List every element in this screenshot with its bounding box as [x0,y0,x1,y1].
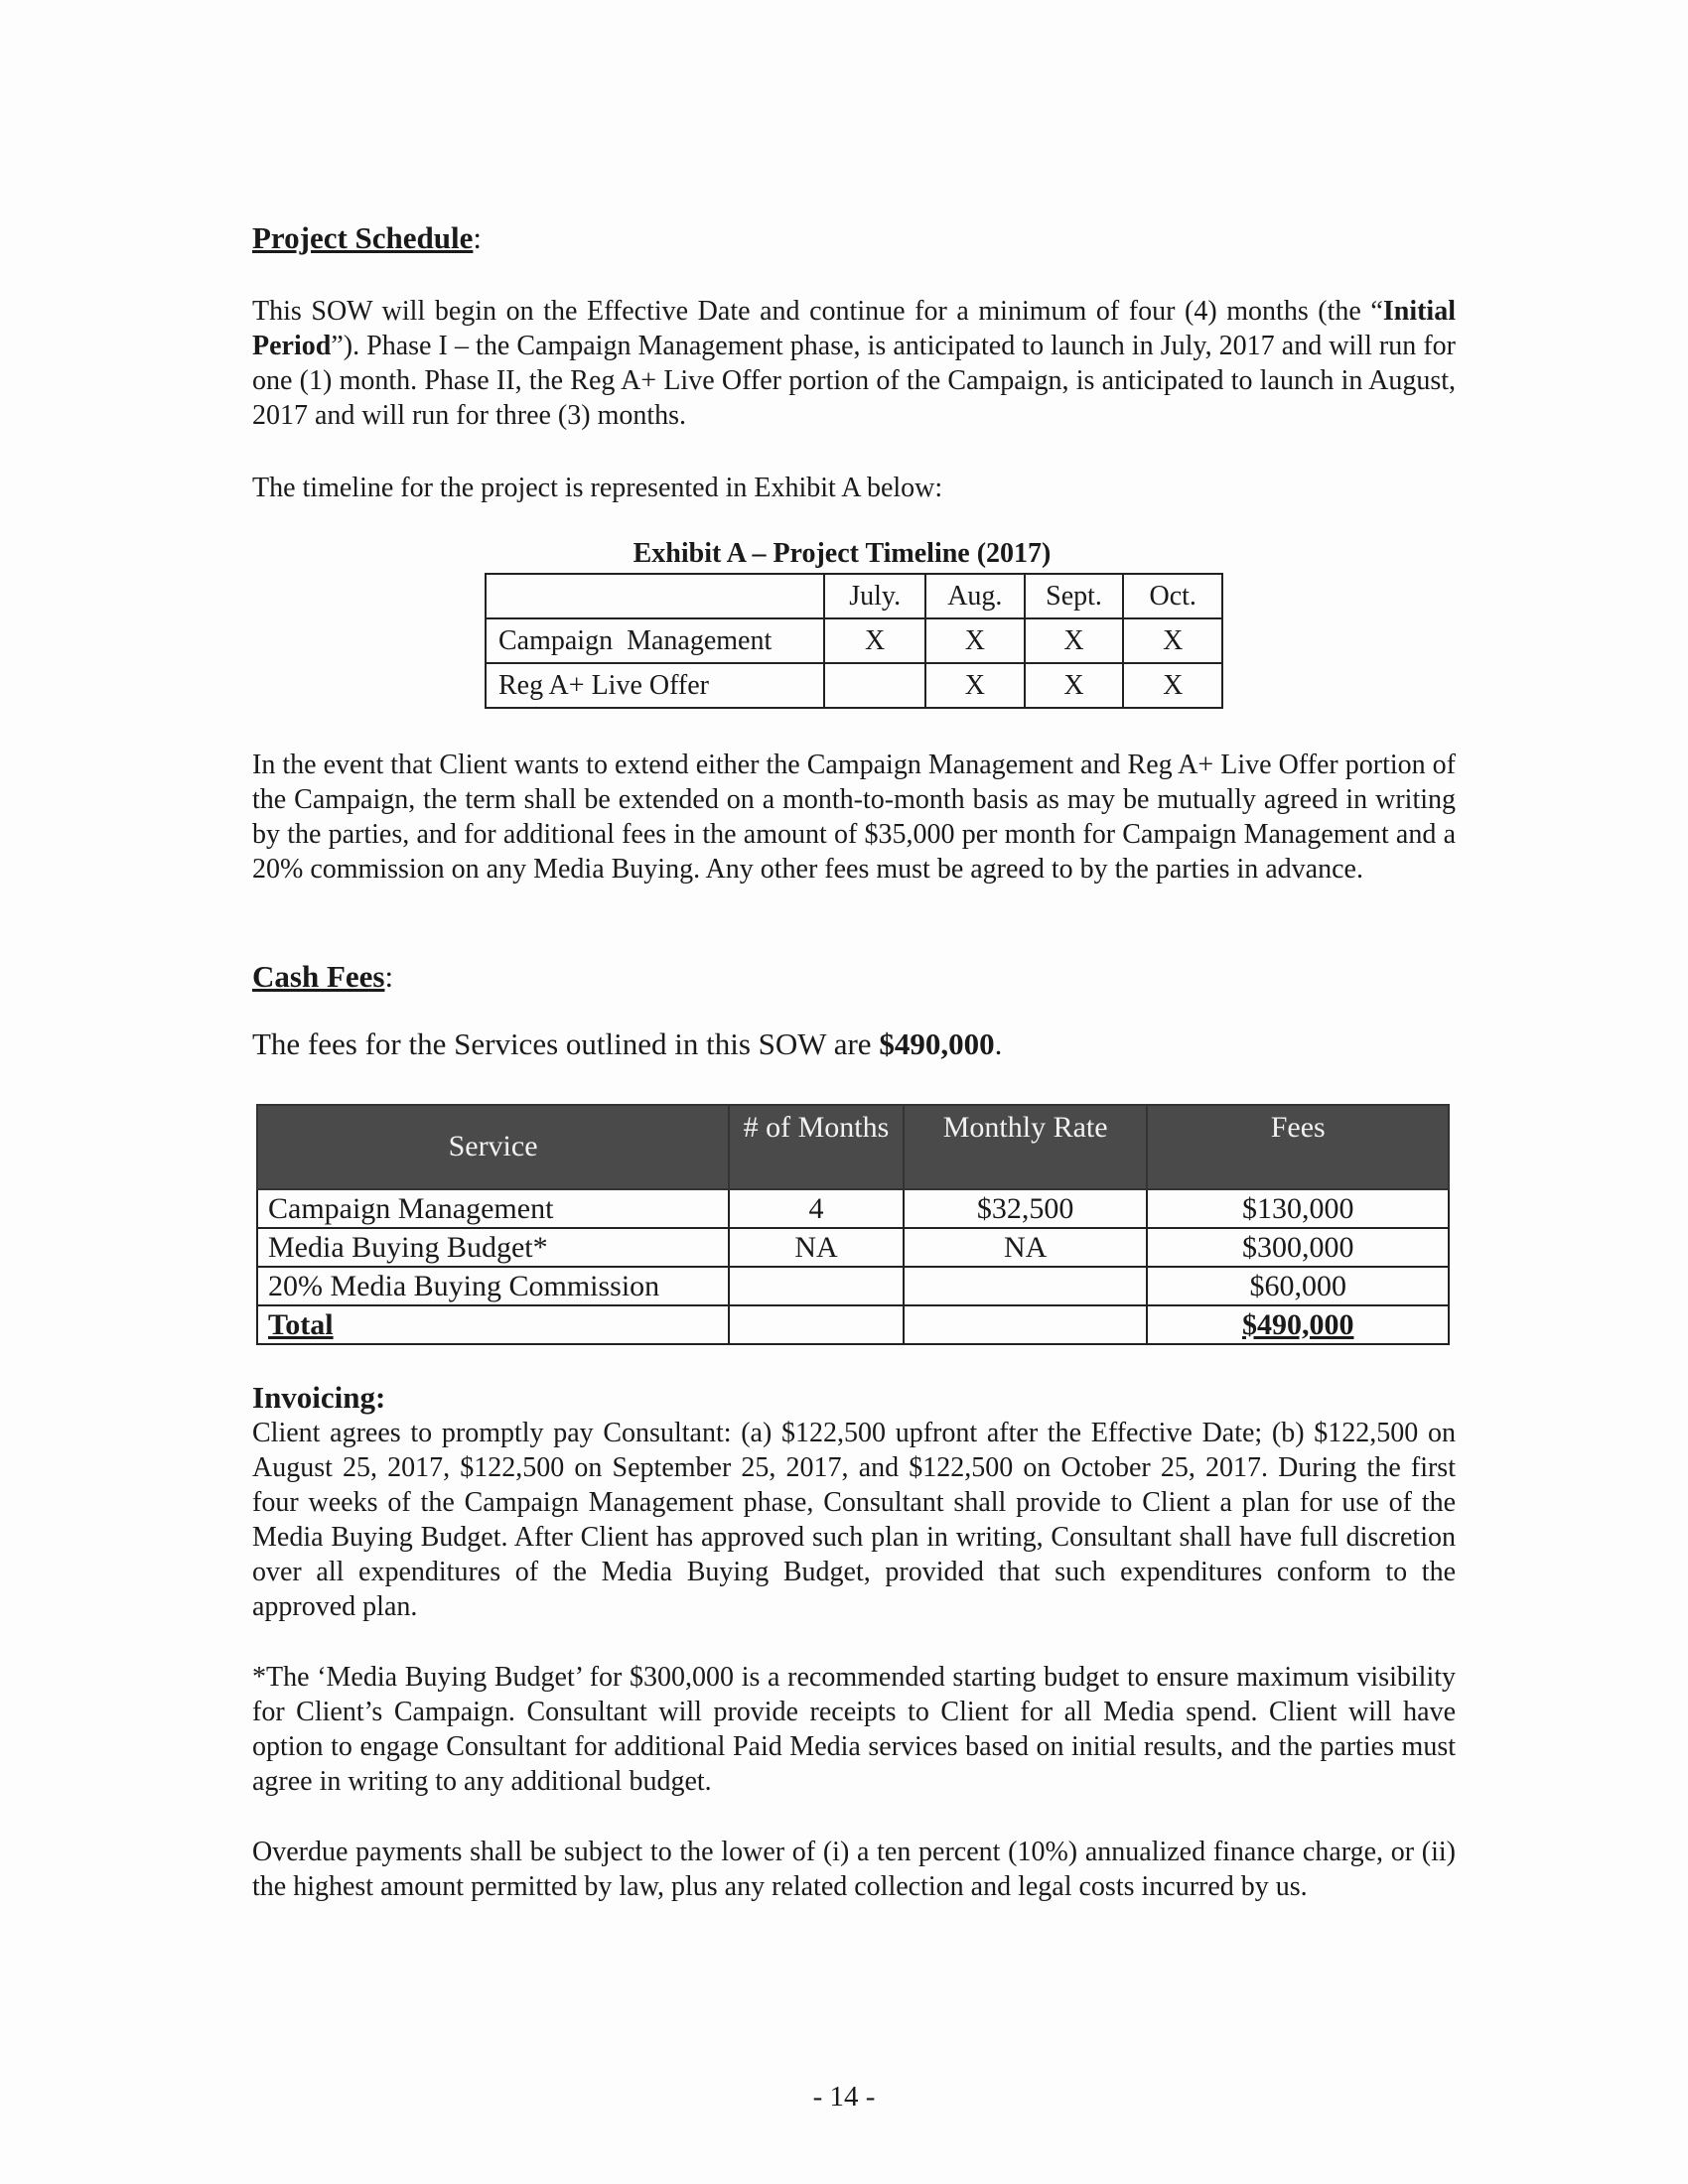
overdue-paragraph: Overdue payments shall be subject to the lower of (i) a ten percent (10%) annualized finance charge, or (ii) the highest amount permitted by law, plus any related collection and legal costs incurred by us. [252,1837,1456,1902]
fees-total-amount: $490,000 [1147,1305,1449,1344]
cash-fees-heading: Cash Fees: [252,959,394,994]
fees-months-cell: 4 [729,1189,904,1228]
timeline-cell: X [1025,618,1124,663]
fees-header-months: # of Months [729,1105,904,1189]
invoicing-heading: Invoicing: [252,1380,386,1415]
fees-row [257,1189,1449,1228]
timeline-row [486,618,1222,663]
fees-rate-cell: NA [904,1228,1148,1267]
fees-total-empty [729,1305,904,1344]
fees-total-row [257,1305,1449,1344]
fees-service-cell: 20% Media Buying Commission [257,1267,729,1305]
timeline-cell: X [925,663,1025,708]
fees-total-label: Total [257,1305,729,1344]
fees-intro: The fees for the Services outlined in this SOW are $490,000. [252,1026,1003,1061]
media-budget-note: *The ‘Media Buying Budget’ for $300,000 is a recommended starting budget to ensure maximum visibility for Client’s Campaign. Consultant will provide receipts to Client for all Media spend. Client will have option to engage Consultant for additional Paid Media services based on initial results, and the parties must agree in writing to any additional budget. [252,1662,1456,1797]
timeline-cell [824,663,925,708]
timeline-row [486,663,1222,708]
fees-header-fees: Fees [1147,1105,1449,1189]
fees-rate-cell: $32,500 [904,1189,1148,1228]
timeline-cell: X [1123,663,1222,708]
timeline-row-label: Reg A+ Live Offer [486,663,824,708]
invoicing-paragraph: Client agrees to promptly pay Consultant: (a) $122,500 upfront after the Effective Date; (b) $122,500 on August 25, 2017, $122,500 on September 25, 2017, and $122,500 on October 25, 2017. During the first four weeks of the Campaign Management phase, Consultant shall provide to Client a plan for use of the Media Buying Budget. After Client has approved such plan in writing, Consultant shall have full discretion over all expenditures of the Media Buying Budget, provided that such expenditures conform to the approved plan. [252,1418,1456,1622]
fees-amount-cell: $130,000 [1147,1189,1449,1228]
fees-total-empty [904,1305,1148,1344]
fees-amount-cell: $60,000 [1147,1267,1449,1305]
project-schedule-heading: Project Schedule: [252,220,483,255]
timeline-cell: X [1123,618,1222,663]
fees-row [257,1228,1449,1267]
timeline-cell: X [1025,663,1124,708]
fees-months-cell [729,1267,904,1305]
month-header: July. [824,574,925,618]
fees-months-cell: NA [729,1228,904,1267]
fees-header-rate: Monthly Rate [904,1105,1148,1189]
timeline-intro: The timeline for the project is represented in Exhibit A below: [252,473,943,503]
fees-rate-cell [904,1267,1148,1305]
schedule-paragraph: This SOW will begin on the Effective Date and continue for a minimum of four (4) months (the “Initial Period”). Phase I – the Campaign Management phase, is anticipated to launch in July, 2017 and will run for one (1) month. Phase II, the Reg A+ Live Offer portion of the Campaign, is anticipated to launch in August, 2017 and will run for three (3) months. [252,296,1456,431]
timeline-caption: Exhibit A – Project Timeline (2017) [633,538,1052,569]
fees-service-cell: Media Buying Budget* [257,1228,729,1267]
month-header: Sept. [1025,574,1124,618]
fees-amount-cell: $300,000 [1147,1228,1449,1267]
timeline-cell: X [824,618,925,663]
timeline-header-row [486,574,1222,618]
page-number: - 14 - [812,2081,876,2113]
fees-service-cell: Campaign Management [257,1189,729,1228]
timeline-corner-cell [486,574,824,618]
extension-paragraph: In the event that Client wants to extend either the Campaign Management and Reg A+ Live Offer portion of the Campaign, the term shall be extended on a month-to-month basis as may be mutually agreed in writing by the parties, and for additional fees in the amount of $35,000 per month for Campaign Management and a 20% commission on any Media Buying. Any other fees must be agreed to by the parties in advance. [252,750,1456,885]
timeline-cell: X [925,618,1025,663]
timeline-table [485,573,1223,709]
fees-table [256,1104,1450,1345]
fees-row [257,1267,1449,1305]
month-header: Oct. [1123,574,1222,618]
month-header: Aug. [925,574,1025,618]
fees-header-service: Service [257,1105,729,1189]
timeline-row-label: Campaign Management [486,618,824,663]
fees-header-row [257,1105,1449,1189]
